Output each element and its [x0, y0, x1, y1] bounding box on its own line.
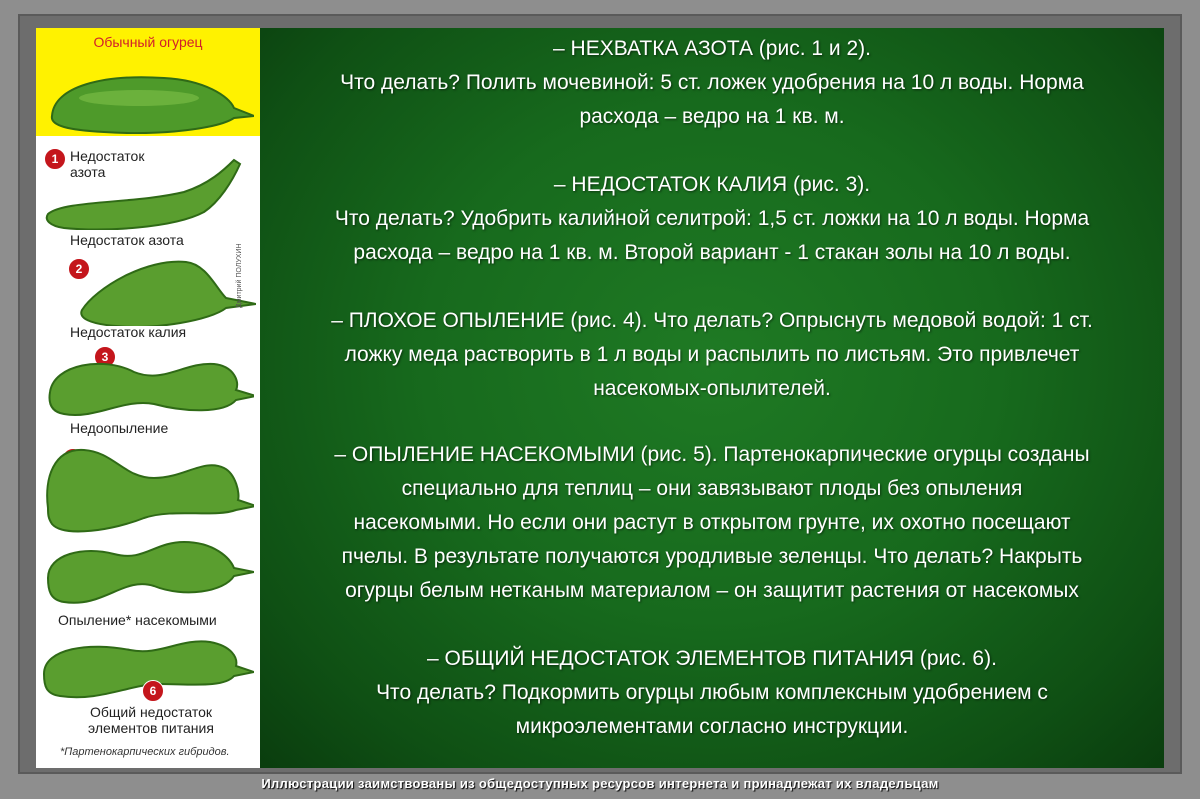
section-poor-pollination	[260, 304, 1164, 406]
section-4-line-3: насекомыми. Но если они растут в открытом грунте, их охотно посещают	[353, 511, 1071, 534]
label-nitrogen-deficiency-2: Недостаток азота	[70, 232, 184, 248]
label-6-line-2: элементов питания	[88, 720, 214, 736]
section-2-line-3: расхода – ведро на 1 кв. м. Второй вариант - 1 стакан золы на 10 л воды.	[353, 241, 1071, 264]
advice-panel	[260, 28, 1164, 768]
copyright-caption: Иллюстрации заимствованы из общедоступных ресурсов интернета и принадлежат их владельцам	[261, 776, 939, 791]
section-3-line-2: ложку меда растворить в 1 л воды и распылить по листьям. Это привлечет	[344, 343, 1080, 366]
label-1-line-1: Недостаток	[70, 148, 145, 164]
section-3-line-1: – ПЛОХОЕ ОПЫЛЕНИЕ (рис. 4). Что делать? Опрыснуть медовой водой: 1 ст.	[331, 309, 1093, 332]
section-4-line-4: пчелы. В результате получаются уродливые зеленцы. Что делать? Накрыть	[341, 545, 1083, 568]
section-5-line-3: микроэлементами согласно инструкции.	[515, 715, 909, 738]
section-4-line-1: – ОПЫЛЕНИЕ НАСЕКОМЫМИ (рис. 5). Партенокарпические огурцы созданы	[334, 443, 1090, 466]
cucumber-4-image	[44, 438, 254, 538]
section-insect-pollination	[260, 438, 1164, 608]
section-1-line-2: Что делать? Полить мочевиной: 5 ст. ложек удобрения на 10 л воды. Норма	[340, 71, 1084, 94]
section-5-line-1: – ОБЩИЙ НЕДОСТАТОК ЭЛЕМЕНТОВ ПИТАНИЯ (рис. 6).	[427, 647, 997, 670]
label-general-deficiency	[66, 704, 236, 736]
section-2-line-2: Что делать? Удобрить калийной селитрой: 1,5 ст. ложки на 10 л воды. Норма	[334, 207, 1090, 230]
normal-cucumber-image	[44, 56, 254, 134]
author-credit: Дмитрий ПОЛУХИН	[236, 243, 243, 308]
section-nitrogen	[260, 32, 1164, 134]
section-2-line-1: – НЕДОСТАТОК КАЛИЯ (рис. 3).	[553, 173, 871, 196]
badge-1: 1	[44, 148, 66, 170]
section-potassium	[260, 168, 1164, 270]
badge-6: 6	[142, 680, 164, 702]
label-insect-pollination: Опыление* насекомыми	[58, 612, 217, 628]
normal-cucumber-title: Обычный огурец	[93, 34, 203, 50]
section-1-line-1: – НЕХВАТКА АЗОТА (рис. 1 и 2).	[553, 37, 871, 60]
section-4-line-2: специально для теплиц – они завязывают плоды без опыления	[401, 477, 1023, 500]
section-5-line-2: Что делать? Подкормить огурцы любым комплексным удобрением с	[376, 681, 1048, 704]
section-4-line-5: огурцы белым нетканым материалом – он защитит растения от насекомых	[345, 579, 1079, 602]
cucumber-2-image	[76, 248, 256, 326]
section-general-deficiency	[260, 642, 1164, 744]
label-underpollination: Недоопыление	[70, 420, 169, 436]
cucumber-5-image	[44, 528, 254, 608]
section-3-line-3: насекомых-опылителей.	[593, 377, 831, 400]
section-1-line-3: расхода – ведро на 1 кв. м.	[579, 105, 845, 128]
badge-3: 3	[94, 346, 116, 368]
label-1-line-2: азота	[70, 164, 106, 180]
cucumber-infographic	[36, 28, 260, 768]
footnote: *Партенокарпических гибридов.	[60, 746, 230, 758]
label-potassium-deficiency: Недостаток калия	[70, 324, 187, 340]
cucumber-1-image	[44, 152, 254, 230]
label-6-line-1: Общий недостаток	[89, 704, 213, 720]
cucumber-3-image	[44, 342, 254, 420]
badge-2: 2	[68, 258, 90, 280]
